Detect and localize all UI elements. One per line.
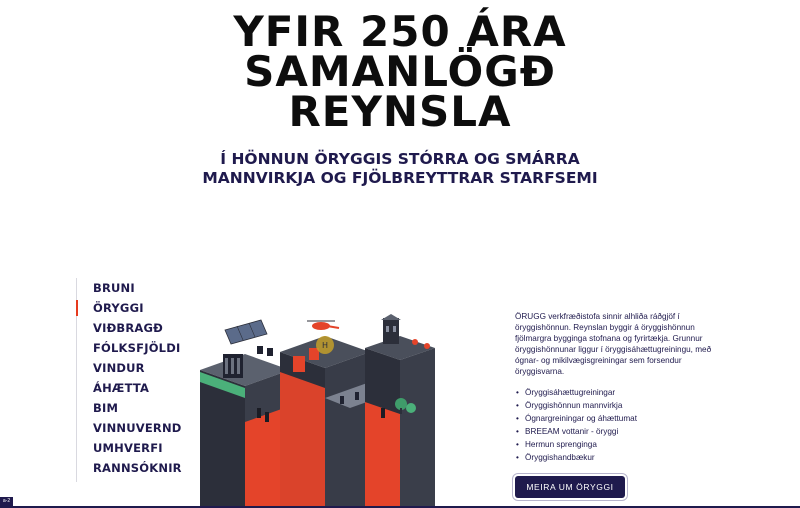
svg-text:H: H — [321, 341, 329, 350]
service-list-item: • BREEAM vottanir - öryggi — [515, 425, 715, 438]
category-rannsoknir[interactable]: RANNSÓKNIR — [93, 461, 182, 475]
service-list-item: • Ógnargreiningar og áhættumat — [515, 412, 715, 425]
category-vinnuvernd[interactable]: VINNUVERND — [93, 421, 182, 435]
hero-title-line: SAMANLÖGÐ — [244, 47, 556, 96]
hero-title-line: YFIR 250 ÁRA — [233, 7, 567, 56]
service-list-item: • Öryggishandbækur — [515, 451, 715, 464]
category-bruni[interactable]: BRUNI — [93, 281, 135, 295]
more-about-security-button[interactable]: MEIRA UM ÖRYGGI — [515, 476, 625, 498]
category-ahaetta[interactable]: ÁHÆTTA — [93, 381, 150, 395]
hero-subtitle-line: MANNVIRKJA OG FJÖLBREYTTRAR STARFSEMI — [202, 169, 598, 187]
corner-tag: a-2 — [0, 497, 13, 506]
category-vindur[interactable]: VINDUR — [93, 361, 145, 375]
info-panel — [515, 311, 715, 464]
category-oryggi[interactable]: ÖRYGGI — [77, 298, 196, 318]
category-nav — [76, 278, 196, 482]
service-list-item: • Öryggishönnun mannvirkja — [515, 399, 715, 412]
hero-title — [0, 7, 800, 136]
category-folksfjoldi[interactable]: FÓLKSFJÖLDI — [93, 341, 181, 355]
category-bim[interactable]: BIM — [93, 401, 119, 415]
service-list-item: • Öryggisáhættugreiningar — [515, 386, 715, 399]
service-list — [515, 386, 715, 464]
hero-subtitle-line: Í HÖNNUN ÖRYGGIS STÓRRA OG SMÁRRA — [220, 150, 580, 168]
service-list-item: • Hermun sprenginga — [515, 438, 715, 451]
category-umhverfi[interactable]: UMHVERFI — [93, 441, 163, 455]
category-vidbragd[interactable]: VIÐBRAGÐ — [93, 321, 164, 335]
hero-title-line: REYNSLA — [288, 87, 512, 136]
info-description: ÖRUGG verkfræðistofa sinnir alhliða ráðgjöf í öryggishönnun. Reynslan byggir á öryggishönnun fjölmargra bygginga stofnana og fyrirtækja. Grunnur öryggishönnunar liggur í öryggisáhættugreiningu, með ógnar- og mikilvægisgreiningar sem forsendur öryggisvarna. — [515, 312, 712, 376]
security-buildings-illustration — [195, 312, 455, 508]
hero-subtitle — [0, 150, 800, 188]
